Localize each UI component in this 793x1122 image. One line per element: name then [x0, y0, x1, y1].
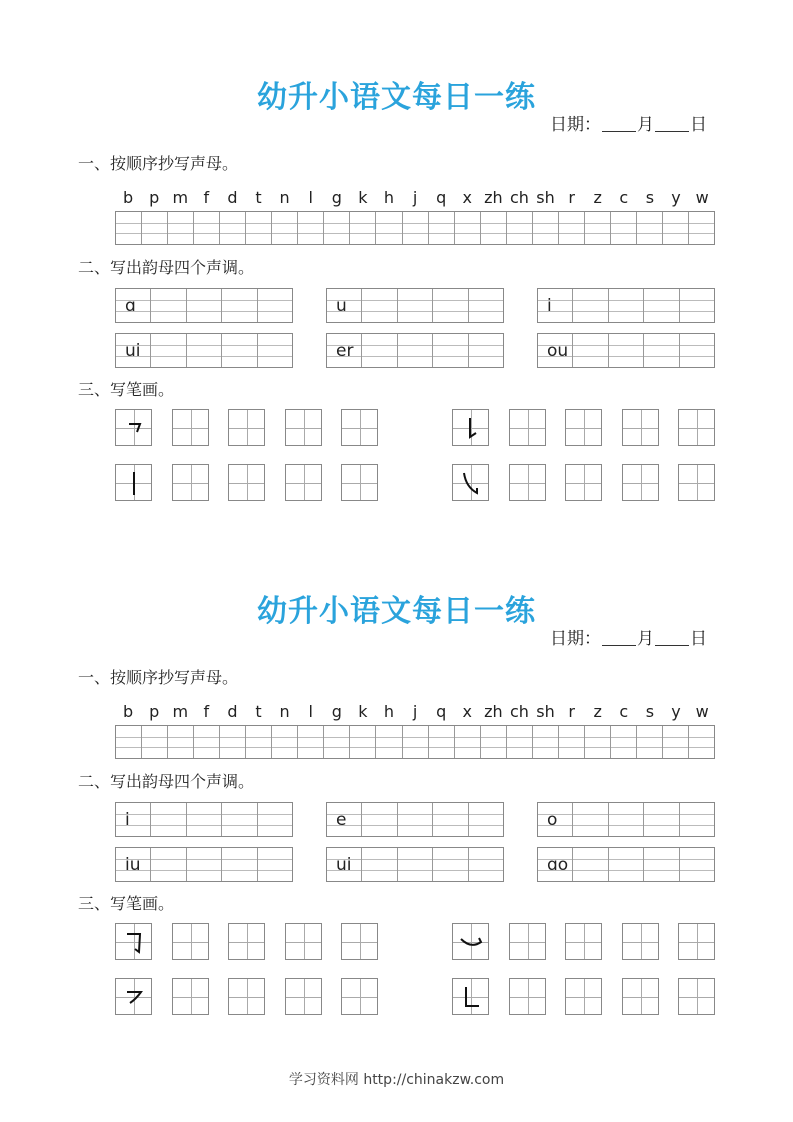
initials-row: [115, 189, 715, 207]
final-label: i: [125, 810, 130, 830]
practice-square[interactable]: [341, 923, 378, 960]
section-3-heading: 三、写笔画。: [78, 894, 175, 913]
initial-letter: k: [358, 702, 368, 721]
initial-letter: m: [172, 188, 189, 207]
initials-writing-grid[interactable]: [115, 211, 715, 245]
initial-letter: b: [122, 702, 134, 721]
tone-writing-box[interactable]: [326, 333, 504, 368]
month-blank[interactable]: [602, 629, 636, 646]
tone-writing-box[interactable]: [537, 847, 715, 882]
final-label: u: [336, 296, 347, 316]
initial-letter: h: [383, 702, 395, 721]
date-label: 日期：: [550, 115, 601, 135]
initial-letter: zh: [484, 702, 503, 721]
practice-square[interactable]: [228, 409, 265, 446]
practice-square[interactable]: [285, 923, 322, 960]
tone-writing-box[interactable]: [326, 847, 504, 882]
tone-writing-box[interactable]: [326, 288, 504, 323]
initial-letter: t: [255, 702, 262, 721]
practice-square[interactable]: [678, 464, 715, 501]
initial-letter: l: [308, 702, 313, 721]
practice-square[interactable]: [172, 978, 209, 1015]
initial-letter: b: [122, 188, 134, 207]
initial-letter: l: [308, 188, 313, 207]
practice-square[interactable]: [509, 978, 546, 1015]
initial-letter: f: [203, 188, 210, 207]
worksheet-2: [0, 592, 793, 1062]
initial-letter: x: [462, 702, 472, 721]
tone-writing-box[interactable]: [326, 802, 504, 837]
tone-writing-box[interactable]: [537, 333, 715, 368]
initial-letter: q: [436, 702, 447, 721]
initials-row: [115, 703, 715, 721]
practice-square[interactable]: [285, 409, 322, 446]
initial-letter: zh: [484, 188, 503, 207]
date-label: 日期：: [550, 629, 601, 649]
initial-letter: n: [279, 188, 290, 207]
practice-square[interactable]: [622, 923, 659, 960]
final-label: i: [547, 296, 552, 316]
initial-letter: q: [436, 188, 447, 207]
stroke-row-1: [115, 409, 720, 447]
initial-letter: g: [331, 188, 342, 207]
practice-square[interactable]: [509, 923, 546, 960]
stroke-heng-zhe-gou-icon: [115, 923, 152, 960]
month-label: 月: [637, 629, 654, 649]
tone-writing-box[interactable]: [537, 802, 715, 837]
stroke-heng-zhe-icon: [115, 409, 152, 446]
tone-row-1: [115, 802, 715, 837]
practice-square[interactable]: [172, 464, 209, 501]
practice-square[interactable]: [622, 464, 659, 501]
tone-row-1: [115, 288, 715, 323]
final-label: ɑo: [547, 855, 569, 875]
practice-square[interactable]: [565, 409, 602, 446]
section-1-heading: 一、按顺序抄写声母。: [78, 154, 239, 173]
practice-square[interactable]: [678, 978, 715, 1015]
initial-letter: z: [593, 702, 602, 721]
initial-letter: c: [619, 702, 629, 721]
initial-letter: s: [645, 188, 655, 207]
final-label: ui: [125, 341, 141, 361]
practice-square[interactable]: [622, 409, 659, 446]
stroke-heng-pie-icon: [115, 978, 152, 1015]
stroke-wo-gou-icon: [452, 923, 489, 960]
initial-letter: y: [671, 188, 681, 207]
section-2-heading: 二、写出韵母四个声调。: [78, 772, 255, 791]
initial-letter: p: [149, 702, 160, 721]
practice-square[interactable]: [678, 923, 715, 960]
practice-square[interactable]: [341, 409, 378, 446]
initial-letter: n: [279, 702, 290, 721]
initial-letter: y: [671, 702, 681, 721]
initial-letter: w: [695, 702, 709, 721]
tone-writing-box[interactable]: [115, 288, 293, 323]
month-blank[interactable]: [602, 115, 636, 132]
initials-writing-grid[interactable]: [115, 725, 715, 759]
final-label: o: [547, 810, 558, 830]
practice-square[interactable]: [341, 978, 378, 1015]
practice-square[interactable]: [341, 464, 378, 501]
practice-square[interactable]: [172, 409, 209, 446]
stroke-shu-zhe-icon: [452, 978, 489, 1015]
initial-letter: p: [149, 188, 160, 207]
initial-letter: m: [172, 702, 189, 721]
section-2-heading: 二、写出韵母四个声调。: [78, 258, 255, 277]
initial-letter: j: [412, 702, 418, 721]
practice-square[interactable]: [228, 923, 265, 960]
section-1-heading: 一、按顺序抄写声母。: [78, 668, 239, 687]
practice-square[interactable]: [285, 978, 322, 1015]
practice-square[interactable]: [678, 409, 715, 446]
stroke-xie-gou-icon: [452, 464, 489, 501]
initial-letter: g: [331, 702, 342, 721]
final-label: ou: [547, 341, 569, 361]
stroke-shu-icon: [115, 464, 152, 501]
initial-letter: sh: [536, 188, 555, 207]
day-label: 日: [690, 629, 707, 649]
initial-letter: f: [203, 702, 210, 721]
practice-square[interactable]: [509, 464, 546, 501]
practice-square[interactable]: [228, 978, 265, 1015]
tone-writing-box[interactable]: [115, 847, 293, 882]
day-blank[interactable]: [655, 629, 689, 646]
section-3-heading: 三、写笔画。: [78, 380, 175, 399]
tone-row-2: [115, 333, 715, 368]
tone-writing-box[interactable]: [537, 288, 715, 323]
date-line: [550, 114, 707, 136]
initial-letter: h: [383, 188, 395, 207]
worksheet-title: 幼升小语文每日一练: [257, 80, 536, 115]
initial-letter: d: [227, 188, 238, 207]
final-label: er: [336, 341, 354, 361]
practice-square[interactable]: [285, 464, 322, 501]
practice-square[interactable]: [565, 923, 602, 960]
footer-source: 学习资料网 http://chinakzw.com: [288, 1072, 505, 1088]
final-label: iu: [125, 855, 141, 875]
practice-square[interactable]: [622, 978, 659, 1015]
final-label: ɑ: [125, 296, 136, 316]
tone-writing-box[interactable]: [115, 333, 293, 368]
initial-letter: d: [227, 702, 238, 721]
initial-letter: c: [619, 188, 629, 207]
initial-letter: s: [645, 702, 655, 721]
initial-letter: r: [568, 702, 575, 721]
tone-writing-box[interactable]: [115, 802, 293, 837]
stroke-shu-ti-icon: [452, 409, 489, 446]
practice-square[interactable]: [509, 409, 546, 446]
worksheet-title: 幼升小语文每日一练: [257, 594, 536, 629]
month-label: 月: [637, 115, 654, 135]
stroke-row-2: [115, 978, 720, 1016]
stroke-row-1: [115, 923, 720, 961]
final-label: e: [336, 810, 347, 830]
practice-square[interactable]: [565, 978, 602, 1015]
practice-square[interactable]: [172, 923, 209, 960]
initial-letter: r: [568, 188, 575, 207]
practice-square[interactable]: [565, 464, 602, 501]
initial-letter: sh: [536, 702, 555, 721]
stroke-row-2: [115, 464, 720, 502]
worksheet-1: [0, 78, 793, 548]
initial-letter: x: [462, 188, 472, 207]
tone-row-2: [115, 847, 715, 882]
initial-letter: ch: [509, 702, 529, 721]
initial-letter: z: [593, 188, 602, 207]
initial-letter: j: [412, 188, 418, 207]
date-line: [550, 628, 707, 650]
day-blank[interactable]: [655, 115, 689, 132]
practice-square[interactable]: [228, 464, 265, 501]
day-label: 日: [690, 115, 707, 135]
final-label: ui: [336, 855, 352, 875]
initial-letter: k: [358, 188, 368, 207]
initial-letter: t: [255, 188, 262, 207]
initial-letter: w: [695, 188, 709, 207]
initial-letter: ch: [509, 188, 529, 207]
